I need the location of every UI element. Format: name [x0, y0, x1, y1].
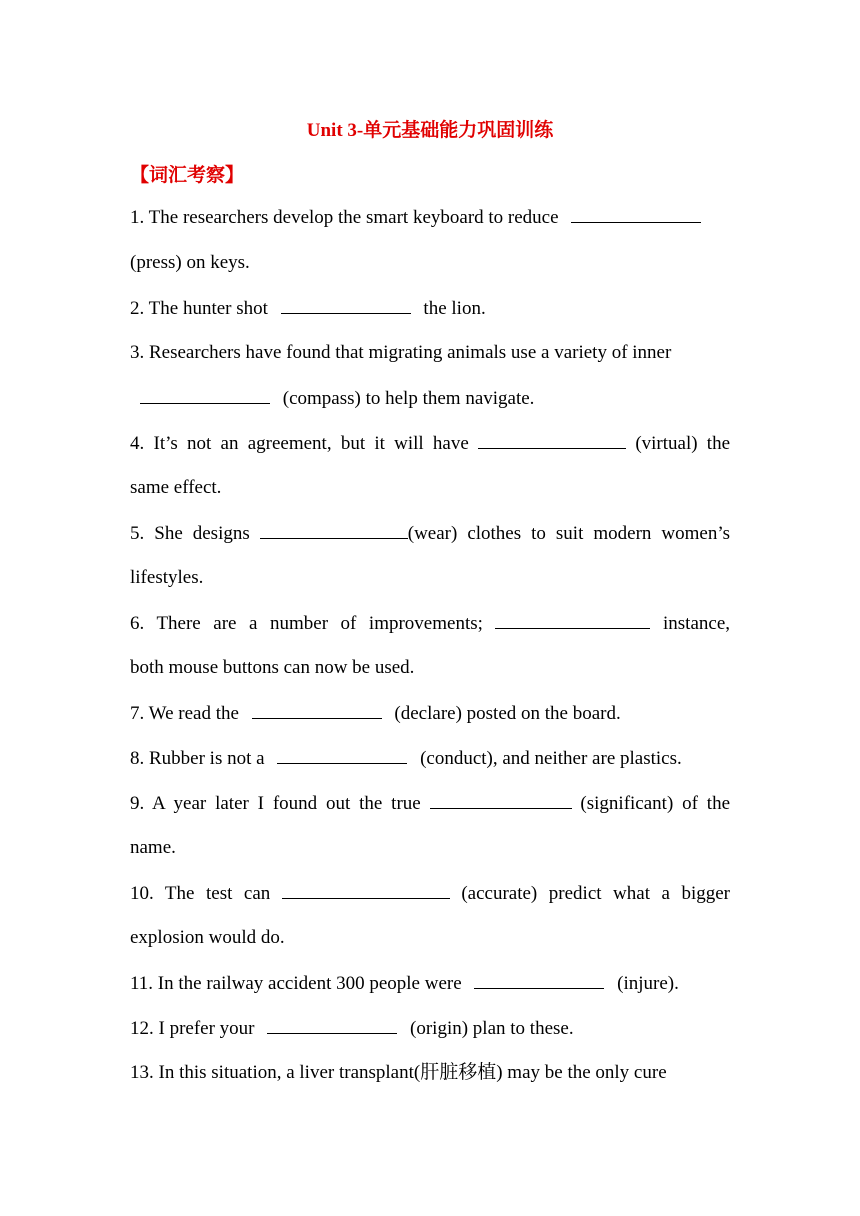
question-text: (compass) to help them navigate.	[282, 388, 535, 409]
question-text: (press) on keys.	[130, 252, 250, 273]
question-text: 6. There are a number of improvements;	[130, 613, 483, 634]
question-2	[130, 296, 730, 321]
question-5-line-1	[130, 521, 730, 546]
question-5-line-2	[130, 566, 730, 590]
question-9-line-1	[130, 791, 730, 816]
question-6-line-1	[130, 611, 730, 636]
question-text: (declare) posted on the board.	[394, 703, 621, 724]
question-6-line-2	[130, 656, 730, 680]
answer-blank[interactable]	[260, 521, 408, 539]
question-3-line-1	[130, 341, 730, 365]
question-3-line-2	[130, 386, 730, 411]
question-text: 5. She designs	[130, 523, 250, 544]
question-text: 4. It’s not an agreement, but it will have	[130, 433, 469, 454]
question-text: lifestyles.	[130, 567, 204, 588]
page-title: Unit 3-单元基础能力巩固训练	[306, 120, 554, 141]
question-text: name.	[130, 837, 176, 858]
question-10-line-2	[130, 926, 730, 950]
question-text: (accurate) predict what a bigger	[461, 883, 731, 904]
question-text: (virtual) the	[635, 433, 731, 454]
question-text: 10. The test can	[130, 883, 271, 904]
question-text: 1. The researchers develop the smart keyboard to reduce	[130, 207, 559, 228]
question-text: 11. In the railway accident 300 people were	[130, 973, 462, 994]
question-text: explosion would do.	[130, 927, 285, 948]
question-12	[130, 1016, 730, 1041]
answer-blank[interactable]	[474, 971, 604, 989]
question-text: (wear) clothes to suit modern women’s	[407, 523, 731, 544]
question-text: the lion.	[423, 298, 486, 319]
question-text: 8. Rubber is not a	[130, 748, 265, 769]
question-text: (injure).	[617, 973, 679, 994]
section-heading: 【词汇考察】	[130, 165, 245, 186]
answer-blank[interactable]	[267, 1016, 397, 1034]
answer-blank[interactable]	[277, 746, 407, 764]
question-text: instance,	[663, 613, 731, 634]
question-1-line-2	[130, 251, 730, 275]
question-text: 13. In this situation, a liver transplant(肝脏移植) may be the only cure	[130, 1062, 667, 1083]
question-text: same effect.	[130, 477, 222, 498]
question-text: (origin) plan to these.	[410, 1018, 574, 1039]
answer-blank[interactable]	[430, 791, 572, 809]
answer-blank[interactable]	[282, 881, 450, 899]
question-text: (significant) of the	[580, 793, 730, 814]
answer-blank[interactable]	[571, 205, 701, 223]
question-text: 3. Researchers have found that migrating animals use a variety of inner	[130, 342, 672, 363]
question-9-line-2	[130, 836, 730, 860]
question-text: 12. I prefer your	[130, 1018, 255, 1039]
question-7	[130, 701, 730, 726]
question-text: 7. We read the	[130, 703, 239, 724]
question-text: 9. A year later I found out the true	[130, 793, 421, 814]
question-4-line-1	[130, 431, 730, 456]
question-text: 2. The hunter shot	[130, 298, 268, 319]
question-4-line-2	[130, 476, 730, 500]
answer-blank[interactable]	[281, 296, 411, 314]
question-text: (conduct), and neither are plastics.	[420, 748, 682, 769]
answer-blank[interactable]	[252, 701, 382, 719]
answer-blank[interactable]	[478, 431, 626, 449]
question-text: both mouse buttons can now be used.	[130, 657, 415, 678]
question-1-line-1	[130, 205, 730, 230]
answer-blank[interactable]	[140, 386, 270, 404]
question-13-line-1	[130, 1061, 730, 1085]
question-11	[130, 971, 730, 996]
question-8	[130, 746, 730, 771]
question-10-line-1	[130, 881, 730, 906]
answer-blank[interactable]	[495, 611, 650, 629]
